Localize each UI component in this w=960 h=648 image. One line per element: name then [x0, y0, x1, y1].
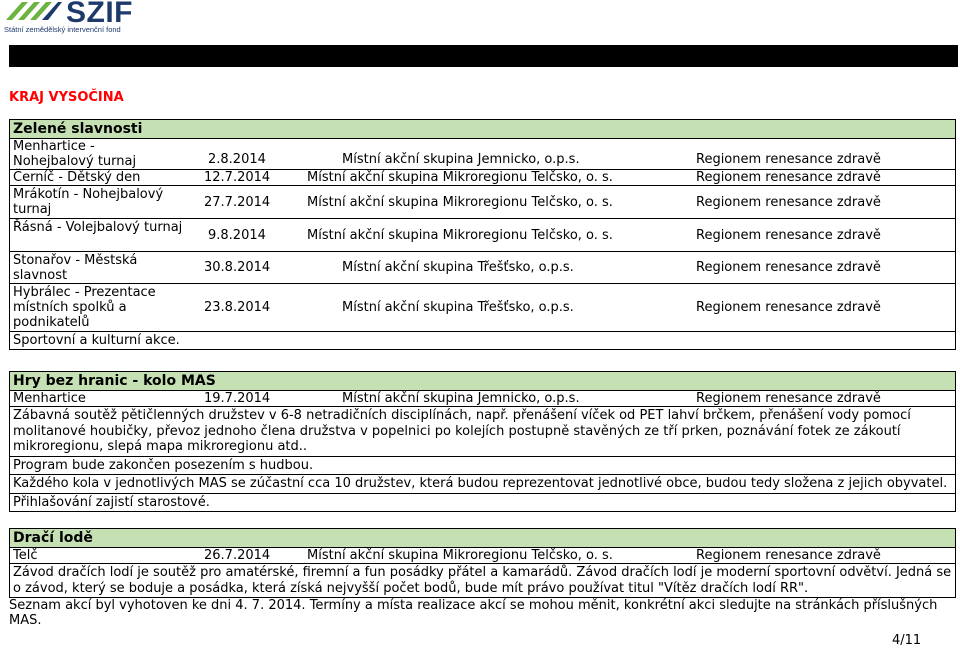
event-program: Regionem renesance zdravě [696, 228, 881, 243]
section-title: Zelené slavnosti [10, 120, 955, 139]
event-date: 2.8.2014 [208, 152, 266, 167]
event-name: Stonařov - Městská slavnost [13, 253, 138, 283]
event-date: 9.8.2014 [208, 228, 266, 243]
table-row [10, 186, 955, 219]
table-row [10, 139, 955, 170]
event-description [10, 407, 955, 511]
event-name: Sportovní a kulturní akce. [13, 333, 180, 348]
table-row [10, 284, 955, 332]
table-row [10, 332, 955, 349]
event-organizer: Místní akční skupina Jemnicko, o.p.s. [342, 152, 580, 167]
section-title: Hry bez hranic - kolo MAS [10, 372, 955, 391]
event-organizer: Místní akční skupina Mikroregionu Telčsko, o. s. [307, 195, 613, 210]
description-paragraph: Zábavná soutěž pětičlenných družstev v 6-8 netradičních disciplínách, např. přenášení víček od PET lahví brčkem, přenášení vody pomocí molitanové houbičky, převoz jednoho člena družstva v popelnici po kolejích postupně stavěných ze tří prken, poznávání fotek ze zákoutí mikroregionu, slepá mapa mikroregionu atd.. [10, 407, 955, 457]
region-title: KRAJ VYSOČINA [9, 90, 124, 105]
event-name: Menhartice [13, 391, 86, 406]
description-paragraph: Každého kola v jednotlivých MAS se zúčastní cca 10 družstev, která budou reprezentovat jednotlivé obce, budou tedy složena z jejich obyvatel. [10, 475, 955, 494]
event-program: Regionem renesance zdravě [696, 260, 881, 275]
section-draci-lode [9, 528, 956, 598]
table-row [10, 252, 955, 284]
event-date: 26.7.2014 [204, 548, 271, 563]
event-description [10, 564, 955, 597]
event-name: Telč [13, 548, 38, 563]
event-name: Mrákotín - Nohejbalový turnaj [13, 187, 164, 217]
event-name: Černíč - Dětský den [13, 170, 141, 185]
event-organizer: Místní akční skupina Mikroregionu Telčsko, o. s. [307, 170, 613, 185]
event-program: Regionem renesance zdravě [696, 152, 881, 167]
description-paragraph: Program bude zakončen posezením s hudbou. [10, 457, 955, 476]
event-organizer: Místní akční skupina Třešťsko, o.p.s. [342, 260, 574, 275]
event-organizer: Místní akční skupina Třešťsko, o.p.s. [342, 300, 574, 315]
event-date: 23.8.2014 [204, 300, 271, 315]
table-row [10, 170, 955, 186]
logo-subtitle: Státní zemědělský intervenční fond [4, 25, 121, 34]
section-hry-bez-hranic [9, 371, 956, 512]
table-row [10, 219, 955, 252]
logo-name: SZIF [66, 0, 133, 29]
event-date: 27.7.2014 [204, 195, 271, 210]
footer-note: Seznam akcí byl vyhotoven ke dni 4. 7. 2014. Termíny a místa realizace akcí se mohou měnit, konkrétní akci sledujte na stránkách příslušných MAS. [9, 598, 938, 628]
event-date: 19.7.2014 [204, 391, 271, 406]
event-organizer: Místní akční skupina Mikroregionu Telčsko, o. s. [307, 548, 613, 563]
table-row [10, 391, 955, 407]
event-program: Regionem renesance zdravě [696, 195, 881, 210]
description-paragraph: Závod dračích lodí je soutěž pro amatérské, firemní a fun posádky přátel a kamarádů. Závod dračích lodí je moderní sportovní odvětví. Jedná se o závod, který se boduje a posádka, která získá nejvyšší počet bodů, bude mít právo používat titul "Vítěz dračích lodí RR". [13, 565, 952, 596]
event-program: Regionem renesance zdravě [696, 548, 881, 563]
page-number: 4/11 [892, 633, 922, 648]
section-zelene-slavnosti [9, 119, 956, 350]
header-bar [9, 45, 958, 67]
szif-logo-mark [4, 0, 62, 22]
event-date: 12.7.2014 [204, 170, 271, 185]
event-program: Regionem renesance zdravě [696, 391, 881, 406]
table-row [10, 548, 955, 564]
event-name: Menhartice - Nohejbalový turnaj [13, 139, 137, 169]
event-name: Řásná - Volejbalový turnaj [13, 220, 183, 235]
event-organizer: Místní akční skupina Jemnicko, o.p.s. [342, 391, 580, 406]
description-paragraph: Přihlašování zajistí starostové. [13, 494, 210, 510]
event-date: 30.8.2014 [204, 260, 271, 275]
event-program: Regionem renesance zdravě [696, 300, 881, 315]
event-program: Regionem renesance zdravě [696, 170, 881, 185]
event-organizer: Místní akční skupina Mikroregionu Telčsko, o. s. [307, 228, 613, 243]
event-name: Hybrálec - Prezentace místních spolků a podnikatelů [13, 285, 156, 330]
section-title: Dračí lodě [10, 529, 955, 548]
